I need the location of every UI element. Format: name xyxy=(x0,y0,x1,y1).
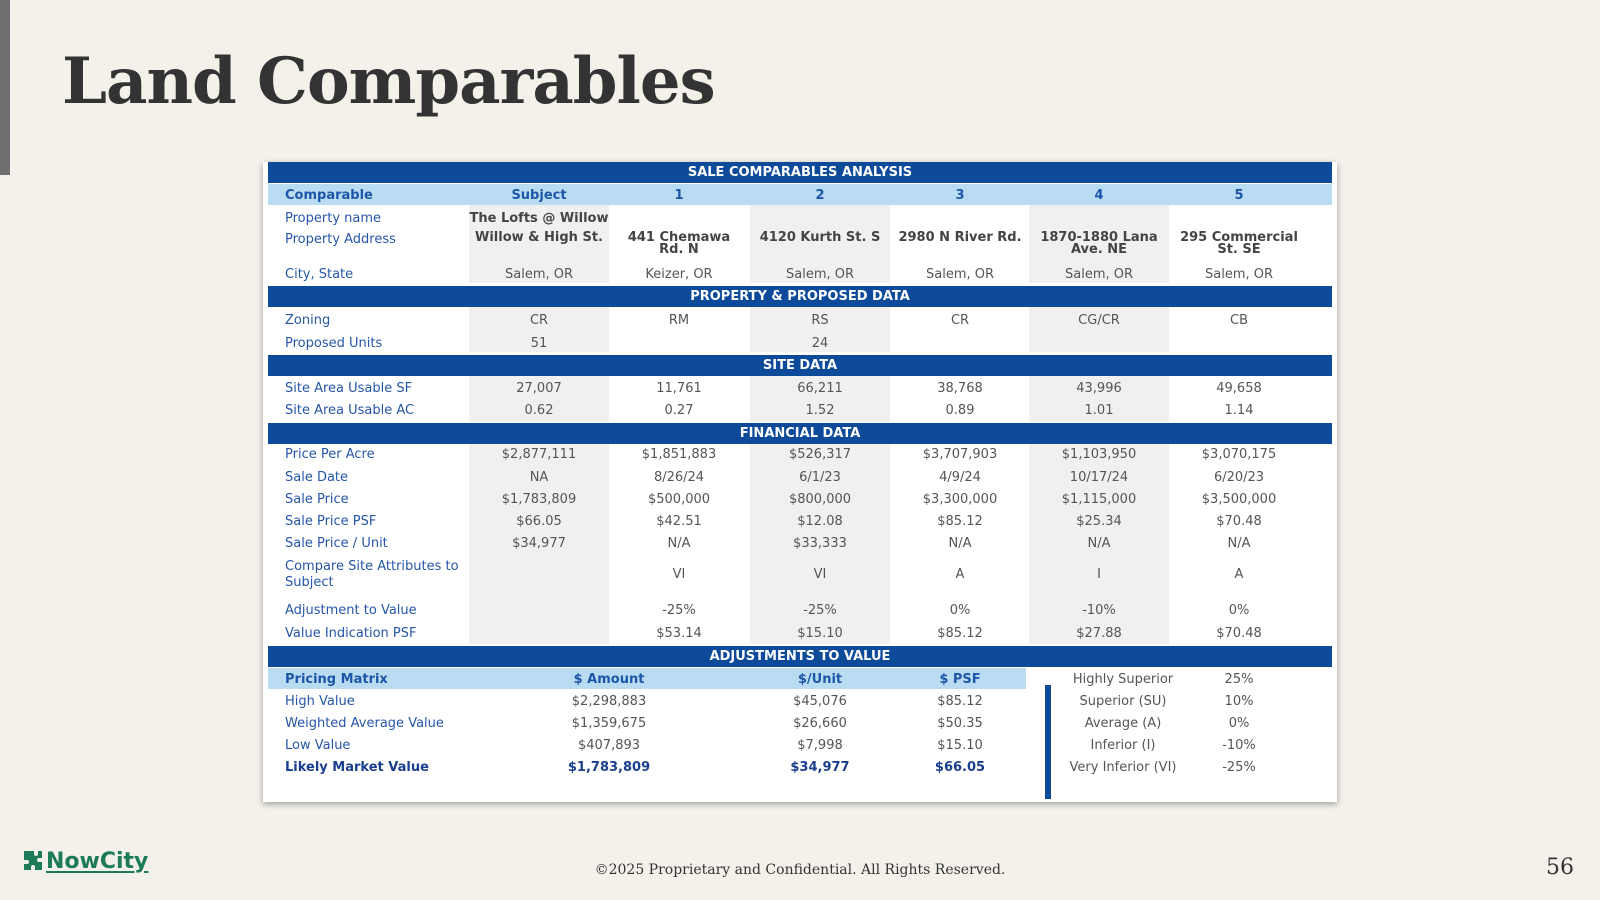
table-cell: 8/26/24 xyxy=(653,470,705,485)
table-cell: 66,211 xyxy=(797,381,843,396)
table-cell: 1870-1880 Lana Ave. NE xyxy=(1040,230,1158,257)
accent-bar xyxy=(0,0,10,175)
table-cell: $34,977 xyxy=(512,536,566,551)
table-cell: 295 Commercial St. SE xyxy=(1180,230,1298,257)
scale-label: Average (A) xyxy=(1084,716,1162,731)
pricing-cell: $45,076 xyxy=(793,694,847,709)
scale-label: Highly Superior xyxy=(1072,672,1174,687)
scale-percent: 25% xyxy=(1224,672,1254,687)
pricing-cell: $1,359,675 xyxy=(571,716,647,731)
table-cell: 0.27 xyxy=(664,403,694,418)
row-label: Sale Price PSF xyxy=(285,514,377,529)
pricing-matrix-column: $ PSF xyxy=(939,672,981,687)
table-cell: $85.12 xyxy=(937,626,983,641)
table-cell: $3,707,903 xyxy=(922,447,998,462)
pricing-cell: $1,783,809 xyxy=(567,760,651,775)
table-cell: $3,070,175 xyxy=(1201,447,1277,462)
table-cell: 0.62 xyxy=(524,403,554,418)
table-cell: Willow & High St. xyxy=(475,230,603,245)
table-cell: 1.52 xyxy=(805,403,835,418)
table-cell: 0.89 xyxy=(945,403,975,418)
table-cell: $1,115,000 xyxy=(1061,492,1137,507)
section-header: SITE DATA xyxy=(268,355,1332,376)
column-header: 4 xyxy=(1094,188,1104,203)
table-cell: $800,000 xyxy=(788,492,852,507)
table-cell: -25% xyxy=(662,603,696,618)
table-cell: CB xyxy=(1230,313,1248,328)
table-cell: 4120 Kurth St. S xyxy=(759,230,881,245)
table-cell: RM xyxy=(668,313,690,328)
table-cell: 4/9/24 xyxy=(939,470,981,485)
column-header: 1 xyxy=(674,188,684,203)
row-label: Property Address xyxy=(285,232,396,247)
table-cell: 24 xyxy=(811,336,829,351)
table-cell: CR xyxy=(529,313,549,328)
table-cell: VI xyxy=(672,567,686,582)
pricing-matrix-column: $ Amount xyxy=(573,672,645,687)
table-cell: N/A xyxy=(1227,536,1251,551)
scale-percent: -10% xyxy=(1222,738,1256,753)
table-cell: 43,996 xyxy=(1076,381,1122,396)
table-cell: Keizer, OR xyxy=(645,267,713,282)
pricing-matrix-label: Pricing Matrix xyxy=(285,672,388,687)
table-cell: 6/1/23 xyxy=(799,470,841,485)
table-cell: A xyxy=(955,567,965,582)
pricing-cell: $15.10 xyxy=(937,738,983,753)
row-label: Sale Date xyxy=(285,470,349,485)
pricing-matrix-column: $/Unit xyxy=(797,672,843,687)
table-cell: $2,877,111 xyxy=(501,447,577,462)
column-header: 3 xyxy=(955,188,965,203)
table-cell: CG/CR xyxy=(1078,313,1120,328)
pricing-cell: $7,998 xyxy=(797,738,843,753)
section-header: ADJUSTMENTS TO VALUE xyxy=(268,646,1332,667)
scale-percent: 10% xyxy=(1224,694,1254,709)
pricing-cell: $26,660 xyxy=(793,716,847,731)
table-cell: N/A xyxy=(1087,536,1111,551)
pricing-row-label: Weighted Average Value xyxy=(285,716,444,731)
table-cell: 0% xyxy=(1228,603,1250,618)
scale-percent: -25% xyxy=(1222,760,1256,775)
row-label: Zoning xyxy=(285,313,331,328)
table-cell: $526,317 xyxy=(788,447,852,462)
scale-label: Superior (SU) xyxy=(1079,694,1167,709)
sale-comparables-table xyxy=(263,162,1337,802)
column-header: 2 xyxy=(815,188,825,203)
table-cell: $12.08 xyxy=(797,514,843,529)
table-title: SALE COMPARABLES ANALYSIS xyxy=(268,162,1332,183)
row-label: Site Area Usable SF xyxy=(285,381,413,396)
scale-divider xyxy=(1045,685,1051,799)
table-cell: $3,300,000 xyxy=(922,492,998,507)
table-cell: 0% xyxy=(949,603,971,618)
table-cell: N/A xyxy=(948,536,972,551)
table-cell: N/A xyxy=(667,536,691,551)
table-cell: 27,007 xyxy=(516,381,562,396)
table-cell: 1.01 xyxy=(1084,403,1114,418)
section-header: PROPERTY & PROPOSED DATA xyxy=(268,286,1332,307)
page-number: 56 xyxy=(1546,855,1574,880)
table-cell: -10% xyxy=(1082,603,1116,618)
row-label: Sale Price xyxy=(285,492,349,507)
table-cell: 2980 N River Rd. xyxy=(898,230,1022,245)
table-cell: $1,851,883 xyxy=(641,447,717,462)
pricing-cell: $34,977 xyxy=(790,760,850,775)
pricing-cell: $2,298,883 xyxy=(571,694,647,709)
table-cell: $85.12 xyxy=(937,514,983,529)
row-label: Site Area Usable AC xyxy=(285,403,415,418)
table-cell: 441 Chemawa Rd. N xyxy=(627,230,731,257)
page-title: Land Comparables xyxy=(62,44,715,119)
row-label: Adjustment to Value xyxy=(285,603,417,618)
row-label: Price Per Acre xyxy=(285,447,375,462)
logo-text: NowCity xyxy=(46,848,149,874)
table-cell: I xyxy=(1097,567,1101,582)
pricing-row-label: Likely Market Value xyxy=(285,760,429,775)
table-cell: The Lofts @ Willow xyxy=(469,211,609,226)
section-header: FINANCIAL DATA xyxy=(268,423,1332,444)
table-cell: $25.34 xyxy=(1076,514,1122,529)
table-cell: $33,333 xyxy=(793,536,847,551)
row-label: Value Indication PSF xyxy=(285,626,417,641)
scale-label: Very Inferior (VI) xyxy=(1069,760,1177,775)
copyright-text: ©2025 Proprietary and Confidential. All Rights Reserved. xyxy=(594,862,1006,878)
table-cell: 11,761 xyxy=(656,381,702,396)
table-cell: $1,103,950 xyxy=(1061,447,1137,462)
table-cell: Salem, OR xyxy=(785,267,855,282)
scale-percent: 0% xyxy=(1228,716,1250,731)
table-cell: $3,500,000 xyxy=(1201,492,1277,507)
column-header-comparable: Comparable xyxy=(285,188,373,203)
table-cell: 6/20/23 xyxy=(1213,470,1265,485)
table-cell: $70.48 xyxy=(1216,514,1262,529)
table-cell: 49,658 xyxy=(1216,381,1262,396)
pricing-cell: $85.12 xyxy=(937,694,983,709)
table-cell: Salem, OR xyxy=(1064,267,1134,282)
table-cell: 51 xyxy=(530,336,548,351)
table-cell: Salem, OR xyxy=(1204,267,1274,282)
pricing-cell: $66.05 xyxy=(934,760,986,775)
table-cell: RS xyxy=(811,313,829,328)
table-cell: $500,000 xyxy=(647,492,711,507)
pricing-cell: $50.35 xyxy=(937,716,983,731)
pricing-cell: $407,893 xyxy=(577,738,641,753)
table-cell: NA xyxy=(529,470,549,485)
row-label: Sale Price / Unit xyxy=(285,536,388,551)
pricing-row-label: Low Value xyxy=(285,738,351,753)
table-cell: 38,768 xyxy=(937,381,983,396)
table-cell: $53.14 xyxy=(656,626,702,641)
column-header: Subject xyxy=(511,188,567,203)
row-label: Proposed Units xyxy=(285,336,383,351)
table-cell: $70.48 xyxy=(1216,626,1262,641)
table-cell: $66.05 xyxy=(516,514,562,529)
table-cell: VI xyxy=(813,567,827,582)
table-cell: A xyxy=(1234,567,1244,582)
row-label: Property name xyxy=(285,211,382,226)
table-cell: Salem, OR xyxy=(504,267,574,282)
row-label: City, State xyxy=(285,267,354,282)
table-cell: $27.88 xyxy=(1076,626,1122,641)
table-cell: 1.14 xyxy=(1224,403,1254,418)
table-cell: $15.10 xyxy=(797,626,843,641)
table-cell: -25% xyxy=(803,603,837,618)
pricing-row-label: High Value xyxy=(285,694,355,709)
table-cell: $1,783,809 xyxy=(501,492,577,507)
table-cell: 10/17/24 xyxy=(1069,470,1129,485)
table-cell: $42.51 xyxy=(656,514,702,529)
table-cell: CR xyxy=(950,313,970,328)
table-cell: Salem, OR xyxy=(925,267,995,282)
scale-label: Inferior (I) xyxy=(1090,738,1156,753)
row-label: Compare Site Attributes to Subject xyxy=(285,559,459,590)
column-header: 5 xyxy=(1234,188,1244,203)
